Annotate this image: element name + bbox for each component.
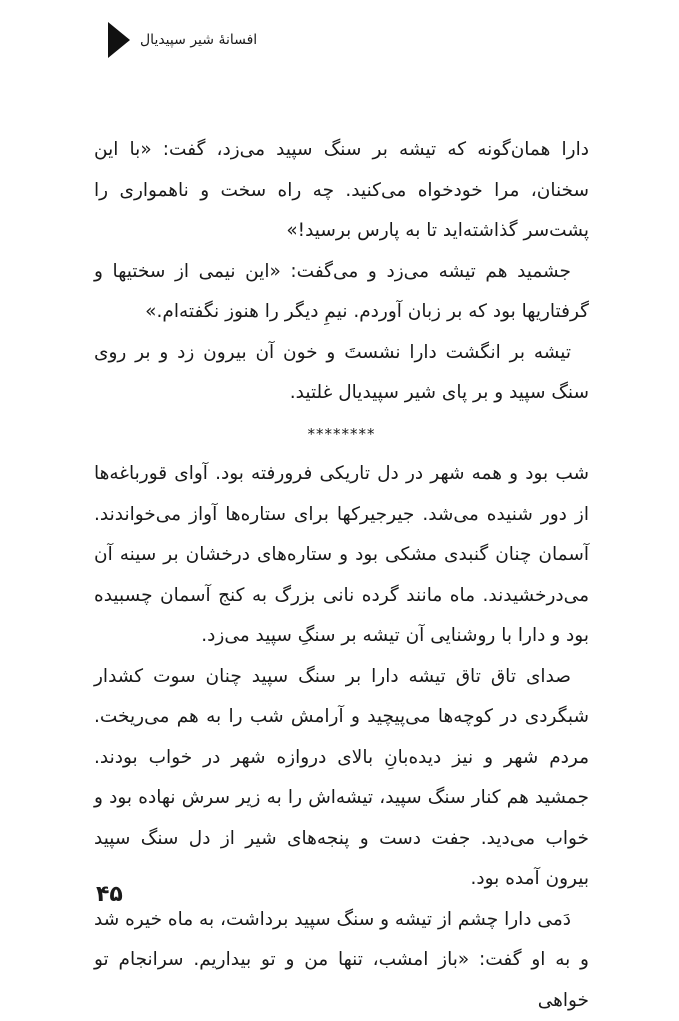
paragraph: جشمید هم تیشه می‌زد و می‌گفت: «این نیمی از سختیها و گرفتاریها بود که بر زبان آوردم. نیمِ دیگر را هنوز نگفته‌ام.»: [94, 252, 589, 333]
running-header-title: افسانهٔ شیر سپیدیال: [140, 32, 257, 48]
running-header: [108, 22, 571, 62]
page-number: ۴۵: [96, 882, 123, 907]
section-separator: ********: [94, 414, 589, 455]
paragraph: تیشه بر انگشت دارا نشستَ و خون آن بیرون زد و بر روی سنگ سپید و بر پای شیر سپیدیال غلتید.: [94, 333, 589, 414]
arrow-marker-icon: [108, 22, 130, 58]
paragraph: دارا همان‌گونه که تیشه بر سنگ سپید می‌زد، گفت: «با این سخنان، مرا خودخواه می‌کنید. چه راه سخت و ناهمواری را پشت‌سر گذاشته‌اید تا به پارس برسید!»: [94, 130, 589, 252]
paragraph: شب بود و همه شهر در دل تاریکی فرورفته بود. آوای قورباغه‌ها از دور شنیده می‌شد. جیرجیرکها برای ستاره‌ها آواز می‌خواندند. آسمان چنان گنبدی مشکی بود و ستاره‌های درخشان بر سینه آن می‌درخشیدند. ماه مانند گرده نانی بزرگ به کنج آسمان چسبیده بود و دارا با روشنایی آن تیشه بر سنگِ سپید می‌زد.: [94, 454, 589, 657]
paragraph: صدای تاق تاق تیشه دارا بر سنگ سپید چنان سوت کشدار شبگردی در کوچه‌ها می‌پیچید و آرامش شب را به هم می‌ریخت. مردم شهر و نیز دیده‌بانِ بالای دروازه شهر در خواب بودند. جمشید هم کنار سنگ سپید، تیشه‌اش را به زیر سرش نهاده بود و خواب می‌دید. جفت دست و پنجه‌های شیر از دل سنگ سپید بیرون آمده بود.: [94, 657, 589, 900]
paragraph: دَمی دارا چشم از تیشه و سنگ سپید برداشت، به ماه خیره شد و به او گفت: «باز امشب، تنها من و تو بیداریم. سرانجام تو خواهی: [94, 900, 589, 1021]
body-text: [94, 130, 589, 1021]
